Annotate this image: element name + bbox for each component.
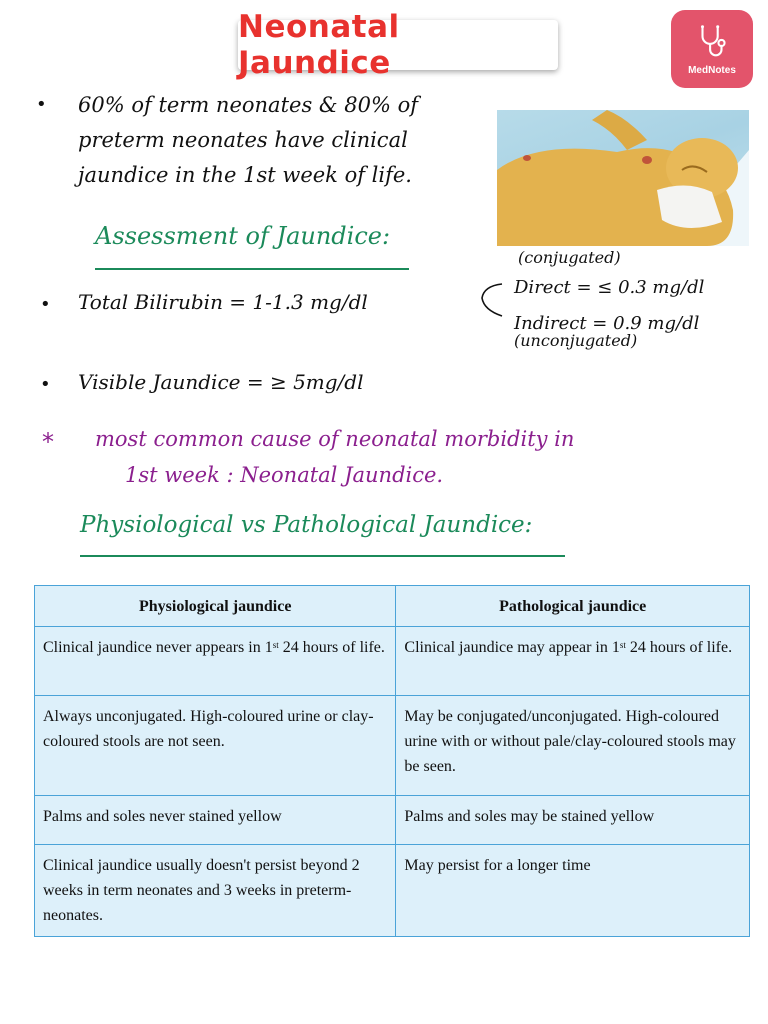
table-row xyxy=(35,796,750,845)
bullet: • xyxy=(40,294,51,315)
cell-pathological: May be conjugated/unconjugated. High-coloured urine with or without pale/clay-coloured stools may be seen. xyxy=(396,696,750,796)
title-box xyxy=(238,9,558,81)
table-header-row xyxy=(35,586,750,627)
cell-text: Clinical jaundice never appears in 1 xyxy=(43,639,273,656)
cell-text: 24 hours of life. xyxy=(625,639,733,656)
cell-physiological: Palms and soles never stained yellow xyxy=(35,796,396,845)
cell-pathological: Palms and soles may be stained yellow xyxy=(396,796,750,845)
intro-line-2: preterm neonates have clinical xyxy=(78,128,408,152)
asterisk-icon: * xyxy=(42,428,54,456)
bullet: • xyxy=(40,374,51,395)
cell-physiological: Always unconjugated. High-coloured urine or clay-coloured stools are not seen. xyxy=(35,696,396,796)
direct-bilirubin: Direct = ≤ 0.3 mg/dl xyxy=(514,277,705,298)
brace-icon xyxy=(478,280,506,320)
visible-jaundice: Visible Jaundice = ≥ 5mg/dl xyxy=(78,370,364,394)
stethoscope-icon xyxy=(693,23,731,61)
comparison-heading: Physiological vs Pathological Jaundice: xyxy=(80,512,533,538)
cell-text: Clinical jaundice may appear in 1 xyxy=(404,639,620,656)
cell-pathological: May persist for a longer time xyxy=(396,845,750,937)
header-physiological: Physiological jaundice xyxy=(35,586,396,627)
superscript: st xyxy=(272,640,279,650)
cell-pathological xyxy=(396,627,750,696)
mednotes-logo xyxy=(671,10,753,88)
indirect-bilirubin: Indirect = 0.9 mg/dl xyxy=(514,313,700,334)
table-row xyxy=(35,627,750,696)
logo-text: MedNotes xyxy=(688,64,736,76)
table-row xyxy=(35,845,750,937)
page-title: Neonatal Jaundice xyxy=(238,9,400,81)
unconjugated-label: (unconjugated) xyxy=(514,331,638,350)
bullet: • xyxy=(36,94,47,115)
header-pathological: Pathological jaundice xyxy=(396,586,750,627)
assessment-underline xyxy=(95,268,409,270)
note-line-2: 1st week : Neonatal Jaundice. xyxy=(125,463,444,487)
intro-line-1: 60% of term neonates & 80% of xyxy=(78,93,419,117)
note-line-1: most common cause of neonatal morbidity in xyxy=(95,427,575,451)
jaundiced-newborn-photo xyxy=(497,110,749,246)
cell-text: 24 hours of life. xyxy=(278,639,385,656)
comparison-table xyxy=(34,585,750,937)
assessment-heading: Assessment of Jaundice: xyxy=(95,222,391,250)
intro-text xyxy=(78,88,488,193)
table-row xyxy=(35,696,750,796)
cell-physiological: Clinical jaundice usually doesn't persist beyond 2 weeks in term neonates and 3 weeks in preterm-neonates. xyxy=(35,845,396,937)
superscript: st xyxy=(619,640,626,650)
conjugated-label: (conjugated) xyxy=(518,248,621,267)
comparison-underline xyxy=(80,555,565,557)
cell-physiological xyxy=(35,627,396,696)
total-bilirubin: Total Bilirubin = 1-1.3 mg/dl xyxy=(78,290,368,314)
intro-line-3: jaundice in the 1st week of life. xyxy=(78,163,412,187)
